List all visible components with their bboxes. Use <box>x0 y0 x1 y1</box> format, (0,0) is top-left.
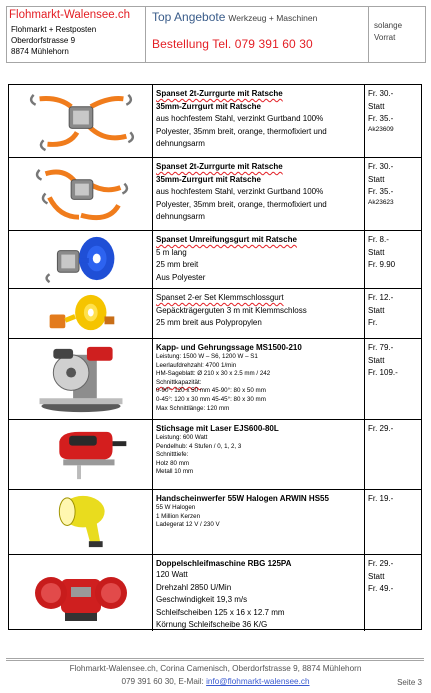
product-subtitle: 35mm-Zurrgurt mit Ratsche <box>156 101 261 111</box>
product-row <box>9 555 421 631</box>
bench-grinder-icon <box>9 555 152 631</box>
product-row <box>9 231 421 289</box>
sale-price: Fr. 30.- <box>368 89 394 98</box>
product-description <box>156 558 361 632</box>
shop-name: Flohmarkt-Walensee.ch <box>9 9 131 21</box>
product-price <box>368 493 420 506</box>
statt-label: Statt <box>368 247 385 257</box>
product-price <box>368 292 420 330</box>
product-image <box>9 420 152 489</box>
footer-divider <box>6 658 424 659</box>
product-image <box>9 289 152 338</box>
product-image <box>9 231 152 288</box>
product-row <box>9 85 421 158</box>
footer-email-link[interactable]: info@flohmarkt-walensee.ch <box>206 677 310 686</box>
original-price: Fr. <box>368 318 378 327</box>
product-detail: Leistung: 600 Watt <box>156 434 208 441</box>
product-title-text: Spanset Umreifungsgurt mit Ratsche <box>156 235 297 244</box>
product-title-text: Spanset 2-er Set Klemmschlossgurt <box>156 293 284 302</box>
statt-label: Statt <box>368 571 385 581</box>
ratchet-strap-icon <box>9 85 152 157</box>
product-image <box>9 158 152 230</box>
product-detail: Schnitttiefe: <box>156 451 189 459</box>
header-table <box>6 6 426 63</box>
statt-label: Statt <box>368 305 385 315</box>
product-image <box>9 490 152 554</box>
product-title-text: Spanset 2t-Zurrgurte mit Ratsche <box>156 162 283 171</box>
product-image <box>9 555 152 631</box>
product-detail <box>156 379 361 388</box>
product-title <box>156 234 361 247</box>
footer-contact <box>0 677 431 686</box>
spotlight-icon <box>9 490 152 554</box>
original-price: Fr. 109.- <box>368 368 398 377</box>
product-detail: aus hochfestem Stahl, verzinkt Gurtband 100% <box>156 187 324 196</box>
original-price: Fr. 49.- <box>368 584 394 593</box>
footer-phone: 079 391 60 30, E-Mail: <box>121 677 207 686</box>
product-title: Kapp- und Gehrungssage MS1500-210 <box>156 343 302 352</box>
product-detail: 0-45°: 120 x 30 mm 45-45°: 80 x 30 mm <box>156 395 266 403</box>
product-detail: aus hochfestem Stahl, verzinkt Gurtband 100% <box>156 114 324 123</box>
product-title <box>156 88 361 101</box>
product-title: Stichsage mit Laser EJS600-80L <box>156 424 279 433</box>
power-spec: Leistung: 1500 W – S6, 1200 W – S1 <box>156 353 258 360</box>
product-detail: Polyester, 35mm breit, orange, thermofixiert und <box>156 199 327 209</box>
page-number: Seite 3 <box>397 678 422 687</box>
product-detail: 1 Million Kerzen <box>156 512 201 520</box>
statt-label: Statt <box>368 355 385 365</box>
product-image <box>9 85 152 157</box>
original-price: Fr. 35.- <box>368 114 394 123</box>
product-price <box>368 342 420 380</box>
product-detail: Leerlaufdrehzahl: 4700 1/min <box>156 361 237 369</box>
product-detail: Geschwindigkeit 19,3 m/s <box>156 595 248 604</box>
product-row <box>9 490 421 555</box>
product-detail: Drehzahl 2850 U/Min <box>156 582 232 592</box>
product-row <box>9 339 421 420</box>
product-row <box>9 158 421 231</box>
offer-title-cell <box>146 7 369 62</box>
shop-city: 8874 Mühlehorn <box>11 47 69 56</box>
stock-note-cell <box>369 7 425 62</box>
product-row <box>9 420 421 490</box>
product-detail: 0-90°: 120 x 50 mm 45-90°: 80 x 50 mm <box>156 387 266 395</box>
product-description <box>156 292 361 330</box>
strap-roll-icon <box>9 231 152 288</box>
strap-roll-icon <box>9 289 152 338</box>
sale-price: Fr. 29.- <box>368 559 394 568</box>
product-detail: 25 mm breit aus Polypropylen <box>156 318 262 327</box>
product-title: Doppelschleifmaschine RBG 125PA <box>156 559 292 568</box>
product-detail: Pendelhub: 4 Stufen / 0, 1, 2, 3 <box>156 442 242 450</box>
statt-label: Statt <box>368 174 385 184</box>
product-detail: 5 m lang <box>156 247 187 257</box>
product-title <box>156 292 361 305</box>
product-price <box>368 161 420 207</box>
product-description <box>156 423 361 477</box>
product-title: Handscheinwerfer 55W Halogen ARWIN HS55 <box>156 494 329 503</box>
product-description <box>156 234 361 284</box>
product-description <box>156 161 361 224</box>
ratchet-strap-icon <box>9 158 152 230</box>
statt-label: Statt <box>368 101 385 111</box>
product-description <box>156 493 361 530</box>
product-detail: Gepäckträgerguten 3 m mit Klemmschloss <box>156 305 307 315</box>
offer-title <box>152 10 317 24</box>
product-table <box>8 84 422 630</box>
product-title-text: Spanset 2t-Zurrgurte mit Ratsche <box>156 89 283 98</box>
product-detail: Max Schnittlänge: 120 mm <box>156 404 230 412</box>
product-price <box>368 88 420 134</box>
product-detail: 55 W Halogen <box>156 504 196 511</box>
product-detail: HM-Sageblatt: Ø 210 x 30 x 2.5 mm / 242 <box>156 370 271 378</box>
miter-saw-icon <box>9 339 152 419</box>
shop-tagline: Flohmarkt + Restposten <box>11 25 97 34</box>
article-number: Ak23609 <box>368 125 394 133</box>
product-detail: Polyester, 35mm breit, orange, thermofixiert und <box>156 126 327 136</box>
stock-note-line-1: solange <box>374 21 403 30</box>
original-price: Fr. 35.- <box>368 187 394 196</box>
offer-subtitle: Werkzeug + Maschinen <box>228 13 318 23</box>
product-detail: dehnungsarm <box>156 212 205 221</box>
product-price <box>368 558 420 596</box>
order-phone-line: Bestellung Tel. 079 391 60 30 <box>152 37 313 51</box>
product-description <box>156 88 361 151</box>
product-detail: Ladegerat 12 V / 230 V <box>156 521 220 529</box>
sale-price: Fr. 19.- <box>368 494 394 503</box>
stock-note-line-2: Vorrat <box>374 33 396 42</box>
product-detail: Schleifscheiben 125 x 16 x 12.7 mm <box>156 607 285 617</box>
sale-price: Fr. 30.- <box>368 162 394 171</box>
sale-price: Fr. 8.- <box>368 235 389 244</box>
article-number: Ak23623 <box>368 198 394 206</box>
shop-street: Oberdorfstrasse 9 <box>11 36 76 45</box>
product-detail: Aus Polyester <box>156 272 206 282</box>
product-row <box>9 289 421 339</box>
product-price <box>368 234 420 272</box>
footer-divider <box>6 660 424 661</box>
footer-address: Flohmarkt-Walensee.ch, Corina Camenisch, Oberdorfstrasse 9, 8874 Mühlehorn <box>69 664 362 673</box>
product-detail: Holz 80 mm <box>156 459 190 467</box>
product-title <box>156 161 361 174</box>
product-detail: Metall 10 mm <box>156 468 194 476</box>
shop-address-cell <box>7 7 146 62</box>
product-detail <box>156 353 361 362</box>
product-detail: 25 mm breit <box>156 260 199 269</box>
original-price: Fr. 9.90 <box>368 260 396 269</box>
sale-price: Fr. 29.- <box>368 424 394 433</box>
product-description <box>156 342 361 413</box>
sale-price: Fr. 79.- <box>368 343 394 352</box>
product-detail: 120 Watt <box>156 570 188 579</box>
sale-price: Fr. 12.- <box>368 293 394 302</box>
product-image <box>9 339 152 419</box>
product-detail: Körnung Schleifscheibe 36 K/G <box>156 620 268 629</box>
product-price <box>368 423 420 436</box>
cut-capacity-label: Schnittkapazität: <box>156 378 202 386</box>
offer-title-text: Top Angebote <box>152 10 226 24</box>
product-detail: dehnungsarm <box>156 139 205 148</box>
product-subtitle: 35mm-Zurrgurt mit Ratsche <box>156 174 261 184</box>
jigsaw-icon <box>9 420 152 489</box>
